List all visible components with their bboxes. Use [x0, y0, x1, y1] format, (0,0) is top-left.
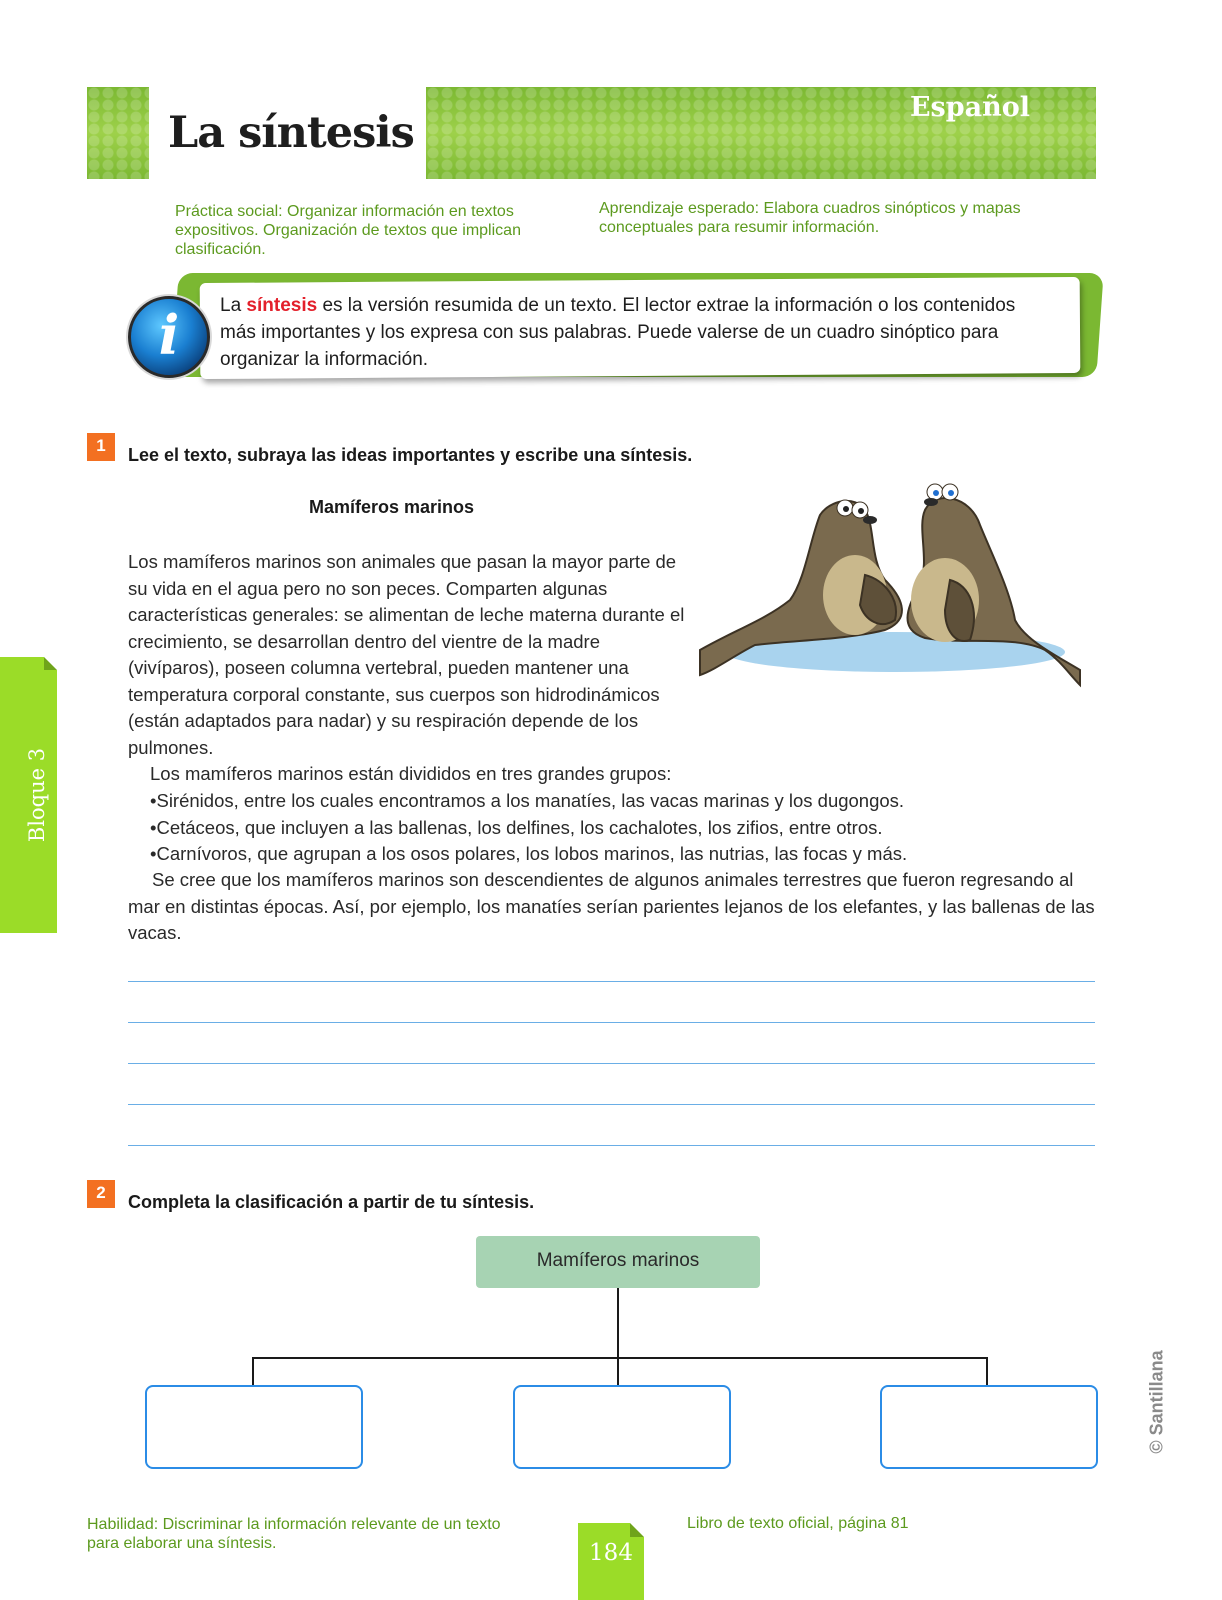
activity-2-number: 2 — [87, 1180, 115, 1208]
activity-1-instruction: Lee el texto, subraya las ideas importantes y escribe una síntesis. — [128, 445, 693, 465]
page-number: 184 — [589, 1540, 633, 1566]
info-definition: es la versión resumida de un texto. El lector extrae la información o los contenidos más importantes y los expresa con sus palabras. Puede valerse de un cuadro sinóptico para organizar la información. — [220, 295, 1016, 370]
footer-skill: Habilidad: Discriminar la información relevante de un texto para elaborar una síntesis. — [87, 1516, 501, 1552]
page-title: La síntesis — [168, 108, 414, 158]
activity-2-instruction: Completa la clasificación a partir de tu síntesis. — [128, 1192, 535, 1212]
list-item: • Sirénidos, entre los cuales encontramos a los manatíes, las vacas marinas y los dugongos. — [150, 788, 907, 815]
connector-line — [986, 1357, 988, 1385]
info-icon — [128, 296, 210, 378]
classification-root: Mamíferos marinos — [476, 1236, 760, 1288]
classification-answer-box[interactable] — [880, 1385, 1098, 1469]
sea-lions-illustration — [695, 480, 1095, 710]
activity-1-number: 1 — [87, 433, 115, 461]
classification-answer-box[interactable] — [145, 1385, 363, 1469]
aprendizaje-esperado: Aprendizaje esperado: Elabora cuadros sinópticos y mapas conceptuales para resumir información. — [599, 200, 1021, 236]
connector-line — [617, 1288, 619, 1358]
info-prefix: La — [220, 295, 247, 316]
connector-line — [617, 1357, 619, 1385]
writing-line[interactable] — [128, 1022, 1095, 1023]
reading-paragraph-3: Se cree que los mamíferos marinos son descendientes de algunos animales terrestres que fueron regresando al mar en distintas épocas. Así, por ejemplo, los manatíes serían parientes lejanos de los elefantes, y las ballenas de las vacas. — [128, 869, 1095, 943]
writing-line[interactable] — [128, 1145, 1095, 1146]
connector-line — [252, 1357, 254, 1385]
reading-paragraph-2: Los mamíferos marinos están divididos en tres grandes grupos: — [150, 763, 672, 784]
practica-social: Práctica social: Organizar información en textos expositivos. Organización de textos que implican clasificación. — [175, 203, 521, 258]
publisher-credit: © Santillana — [1146, 1350, 1167, 1454]
writing-line[interactable] — [128, 1063, 1095, 1064]
writing-line[interactable] — [128, 1104, 1095, 1105]
classification-answer-box[interactable] — [513, 1385, 731, 1469]
footer-reference: Libro de texto oficial, página 81 — [687, 1515, 909, 1532]
page-tab-fold — [630, 1523, 644, 1537]
info-icon-glyph: i — [158, 303, 180, 367]
reading-paragraph-1: Los mamíferos marinos son animales que pasan la mayor parte de su vida en el agua pero no son peces. Comparten algunas características generales: se alimentan de leche materna durante el crecimiento, se desarrollan dentro del vientre de la madre (vivíparos), poseen columna vertebral, pueden mantener una temperatura corporal constante, sus cuerpos son hidrodinámicos (están adaptados para nadar) y su respiración depende de los pulmones. — [128, 551, 685, 758]
reading-bullet-list — [150, 788, 907, 868]
reading-title: Mamíferos marinos — [309, 497, 475, 517]
info-text — [220, 292, 1050, 373]
connector-line — [252, 1357, 988, 1359]
info-term: síntesis — [246, 295, 318, 316]
block-tab-fold — [44, 657, 57, 670]
list-item: • Carnívoros, que agrupan a los osos polares, los lobos marinos, las nutrias, las focas y más. — [150, 841, 907, 868]
subject-label: Español — [909, 92, 1030, 123]
list-item: • Cetáceos, que incluyen a las ballenas, los delfines, los cachalotes, los zifios, entre otros. — [150, 815, 907, 842]
writing-line[interactable] — [128, 981, 1095, 982]
header-band-left — [87, 87, 149, 179]
block-label: Bloque 3 — [25, 747, 49, 843]
